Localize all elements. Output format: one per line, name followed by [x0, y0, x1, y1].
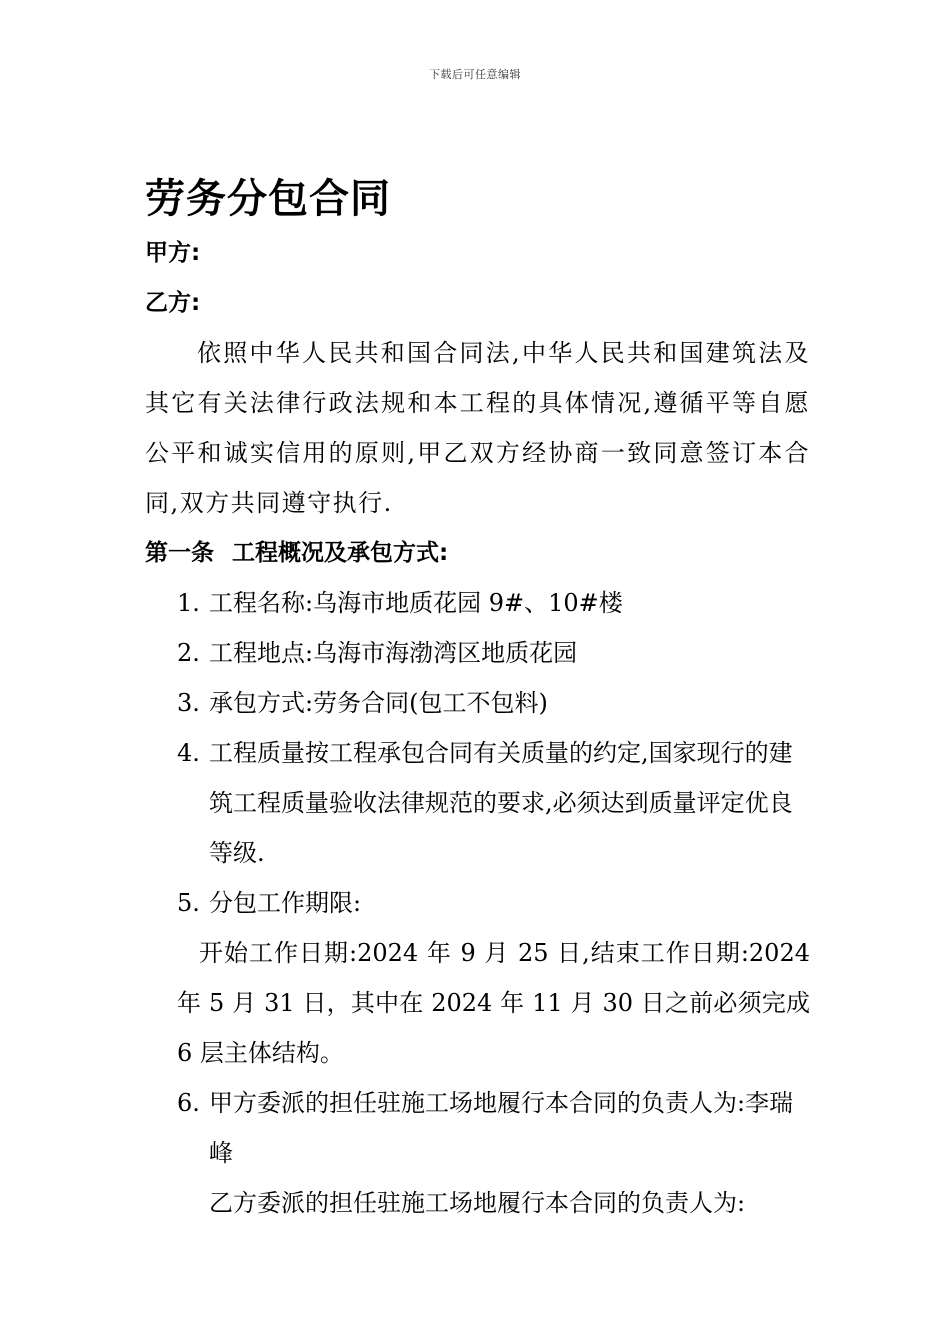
preamble-paragraph: 依照中华人民共和国合同法,中华人民共和国建筑法及其它有关法律行政法规和本工程的具体情况,遵循平等自愿公平和诚实信用的原则,甲乙双方经协商一致同意签订本合同,双方共同遵守执行. — [145, 339, 810, 517]
list-item — [145, 628, 810, 678]
list-item — [145, 1078, 810, 1178]
list-item-text: 工程名称:乌海市地质花园 9#、10#楼 — [209, 589, 623, 617]
list-item-number: 3. — [177, 689, 200, 717]
article-1-heading — [145, 528, 810, 578]
list-item — [145, 678, 810, 728]
work-period-detail: 开始工作日期:2024 年 9 月 25 日,结束工作日期:2024 年 5 月 31 日，其中在 2024 年 11 月 30 日之前必须完成 6 层主体结构。 — [177, 939, 810, 1067]
list-item — [145, 878, 810, 928]
article-1-number: 第一条 — [145, 540, 214, 566]
list-item-text: 工程地点:乌海市海渤湾区地质花园 — [209, 639, 578, 667]
list-item — [145, 578, 810, 628]
party-a-label: 甲方: — [145, 240, 201, 266]
party-b-representative-line: 乙方委派的担任驻施工场地履行本合同的负责人为: — [209, 1189, 746, 1217]
list-item-number: 4. — [177, 739, 200, 767]
list-item — [145, 728, 810, 878]
list-item-text: 承包方式:劳务合同(包工不包料) — [209, 689, 548, 717]
list-item-number: 2. — [177, 639, 200, 667]
document-title: 劳务分包合同 — [145, 176, 391, 222]
list-item-text: 分包工作期限: — [209, 889, 362, 917]
party-b-label: 乙方: — [145, 290, 201, 316]
article-1-title: 工程概况及承包方式: — [232, 540, 449, 566]
list-item-number: 1. — [177, 589, 200, 617]
list-item-text: 甲方委派的担任驻施工场地履行本合同的负责人为:李瑞峰 — [209, 1089, 794, 1167]
document-body — [145, 170, 810, 1228]
page-header: 下载后可任意编辑 — [429, 68, 521, 81]
list-item-number: 5. — [177, 889, 200, 917]
list-item-number: 6. — [177, 1089, 200, 1117]
list-item-text: 工程质量按工程承包合同有关质量的约定,国家现行的建筑工程质量验收法律规范的要求,必须达到质量评定优良等级. — [209, 739, 793, 867]
